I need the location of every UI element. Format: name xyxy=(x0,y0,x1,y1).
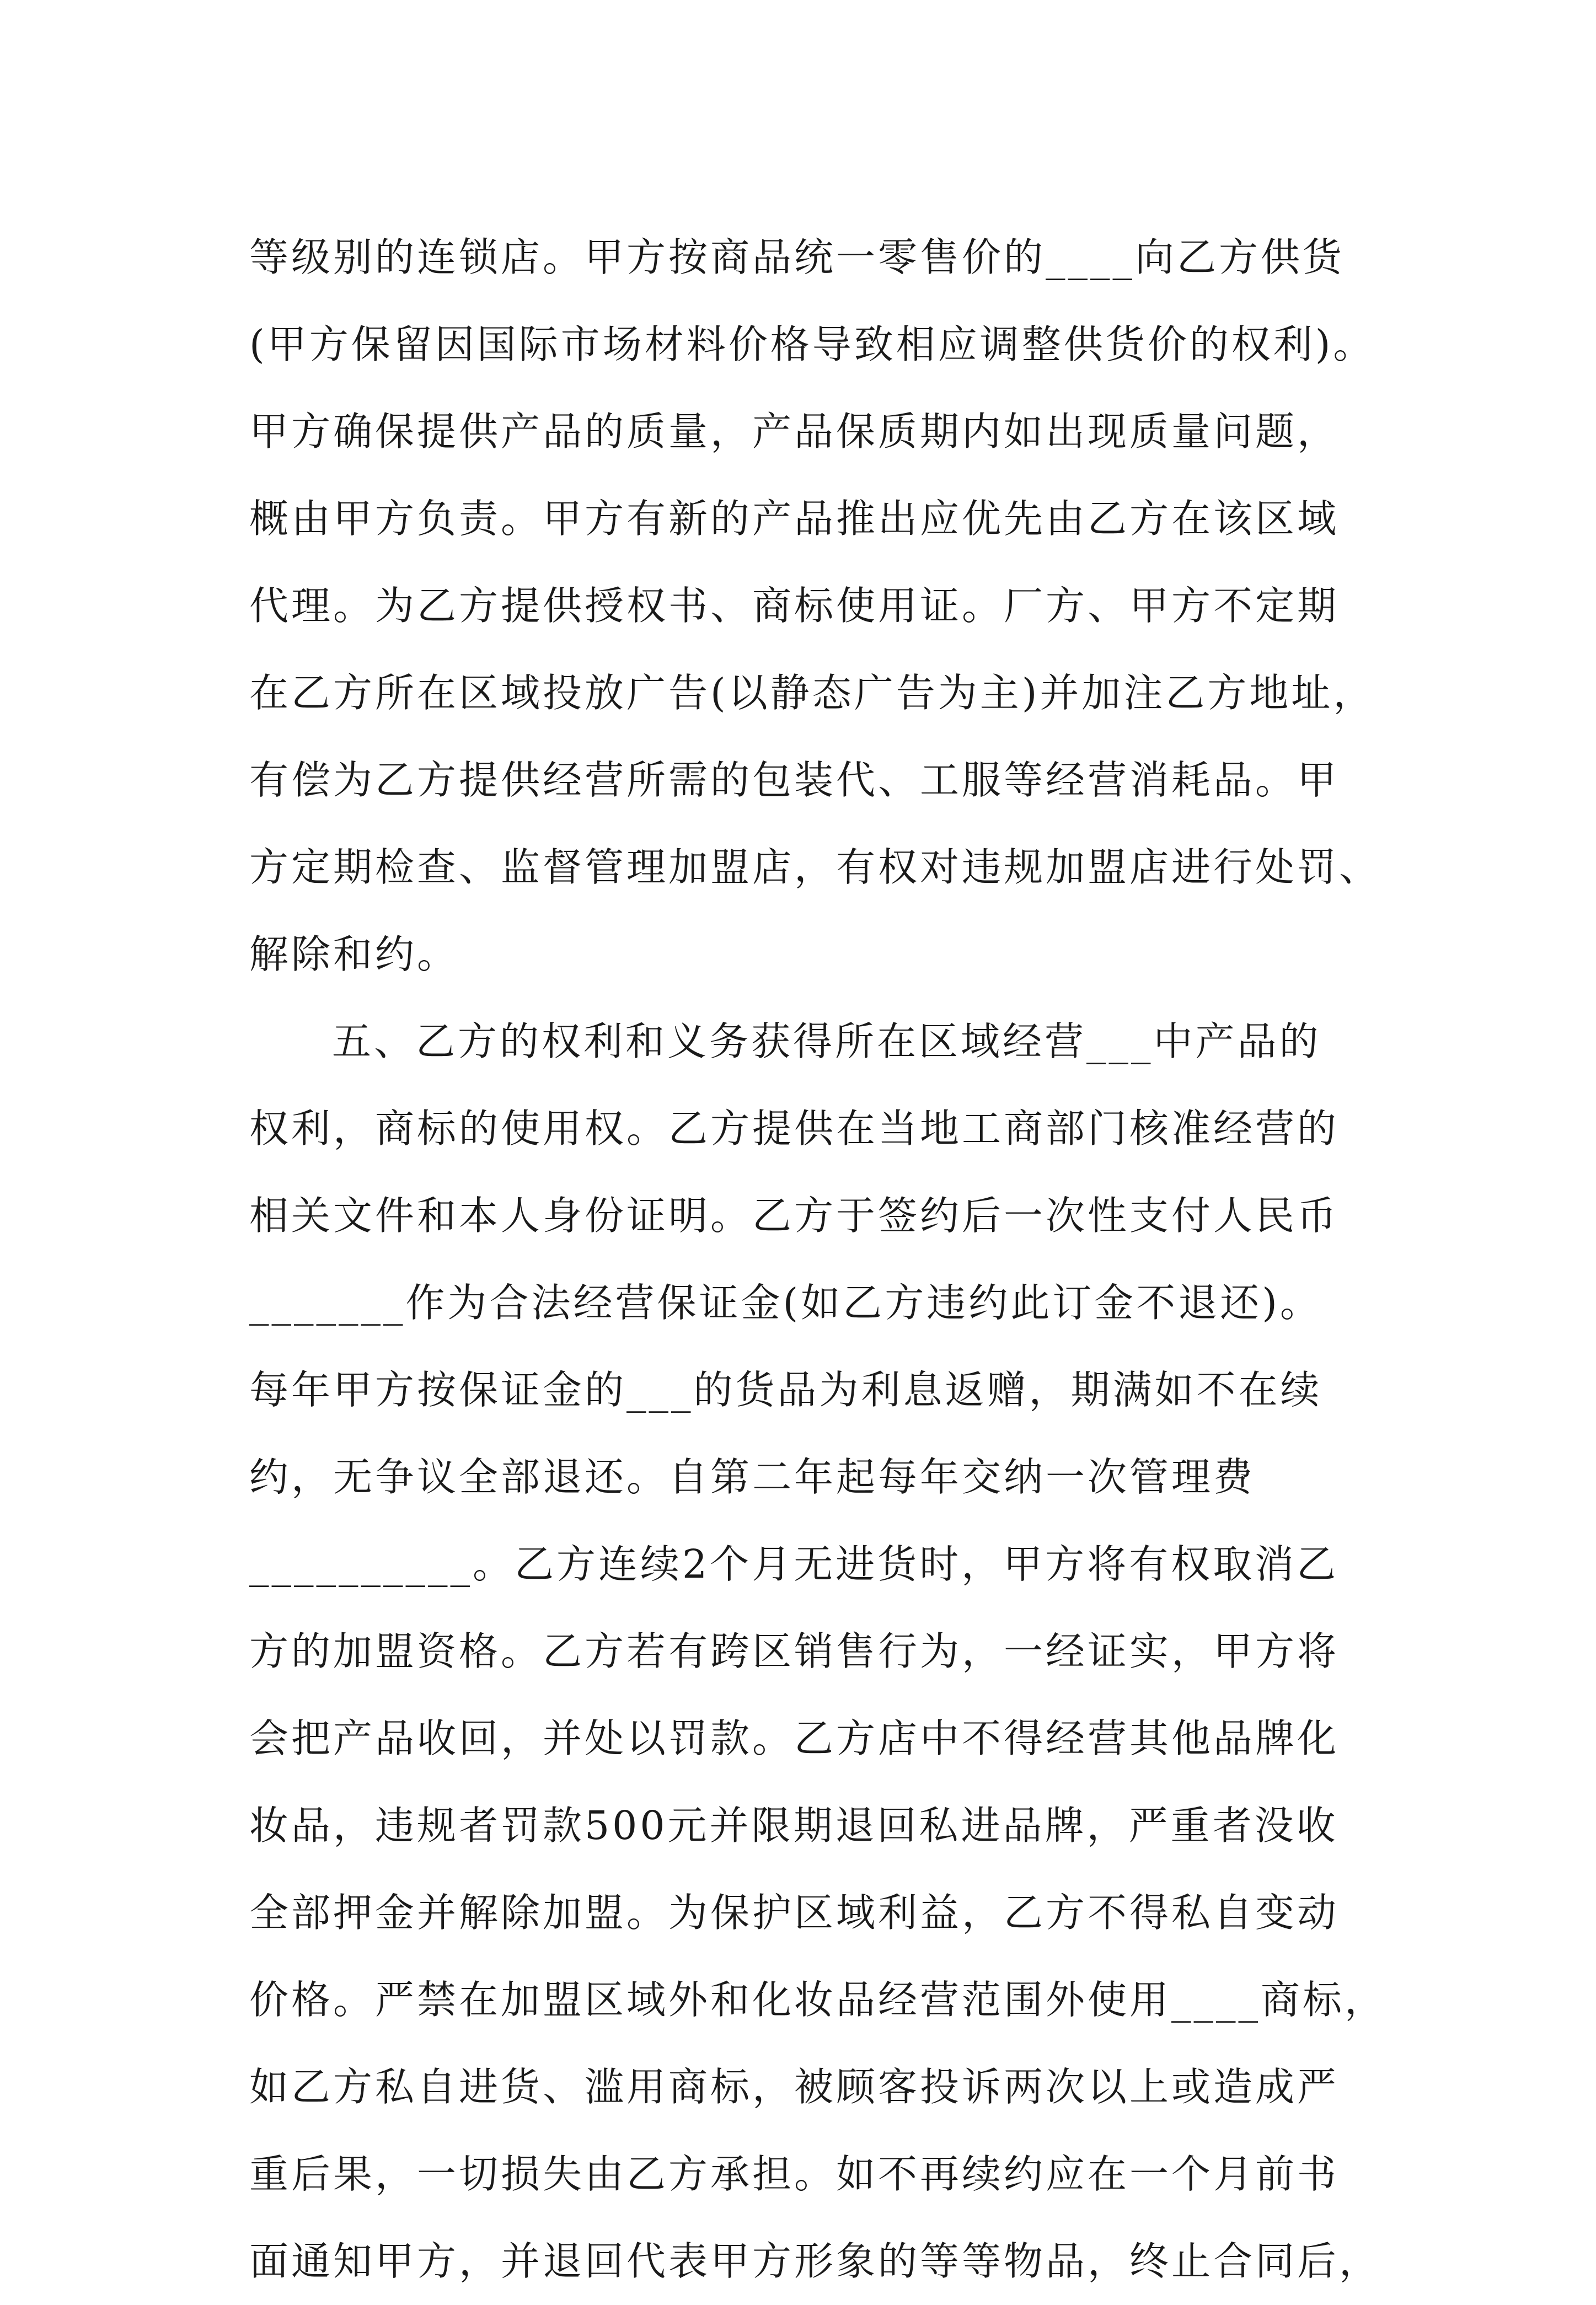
text-line: 有偿为乙方提供经营所需的包装代、工服等经营消耗品。甲 xyxy=(249,757,1340,803)
text-line: 重后果，一切损失由乙方承担。如不再续约应在一个月前书 xyxy=(249,2151,1340,2197)
text-line: 如乙方私自进货、滥用商标，被顾客投诉两次以上或造成严 xyxy=(249,2064,1340,2110)
text-line: 约，无争议全部退还。自第二年起每年交纳一次管理费 xyxy=(249,1454,1256,1500)
text-line: 价格。严禁在加盟区域外和化妆品经营范围外使用____商标， xyxy=(249,1977,1387,2023)
text-line: 全部押金并解除加盟。为保护区域利益，乙方不得私自变动 xyxy=(249,1890,1340,1936)
document-body xyxy=(249,214,1387,2305)
text-line: 解除和约。 xyxy=(249,931,459,977)
text-line: 方的加盟资格。乙方若有跨区销售行为，一经证实，甲方将 xyxy=(249,1628,1340,1674)
text-line: 会把产品收回，并处以罚款。乙方店中不得经营其他品牌化 xyxy=(249,1716,1340,1761)
section-heading-line: 五、乙方的权利和义务获得所在区域经营___中产品的 xyxy=(332,1019,1321,1064)
text-line: 代理。为乙方提供授权书、商标使用证。厂方、甲方不定期 xyxy=(249,583,1340,629)
text-line: 面通知甲方，并退回代表甲方形象的等等物品，终止合同后， xyxy=(249,2238,1381,2284)
text-line: 等级别的连锁店。甲方按商品统一零售价的____向乙方供货 xyxy=(249,234,1345,280)
text-line: 概由甲方负责。甲方有新的产品推出应优先由乙方在该区域 xyxy=(249,496,1340,542)
text-line: __________。乙方连续2个月无进货时，甲方将有权取消乙 xyxy=(249,1541,1339,1587)
text-line: 方定期检查、监督管理加盟店，有权对违规加盟店进行处罚、 xyxy=(249,844,1381,890)
text-line: 甲方确保提供产品的质量，产品保质期内如出现质量问题， xyxy=(249,409,1340,454)
text-line: 相关文件和本人身份证明。乙方于签约后一次性支付人民币 xyxy=(249,1193,1340,1239)
text-line: _______作为合法经营保证金(如乙方违约此订金不退还)。 xyxy=(249,1280,1322,1326)
text-line: 在乙方所在区域投放广告(以静态广告为主)并加注乙方地址， xyxy=(249,670,1375,716)
text-line: 权利，商标的使用权。乙方提供在当地工商部门核准经营的 xyxy=(249,1106,1340,1151)
text-line: 妆品，违规者罚款500元并限期退回私进品牌，严重者没收 xyxy=(249,1803,1338,1848)
text-line: 每年甲方按保证金的___的货品为利息返赠，期满如不在续 xyxy=(249,1367,1322,1413)
text-line: (甲方保留因国际市场材料价格导致相应调整供货价的权利)。 xyxy=(249,321,1375,367)
